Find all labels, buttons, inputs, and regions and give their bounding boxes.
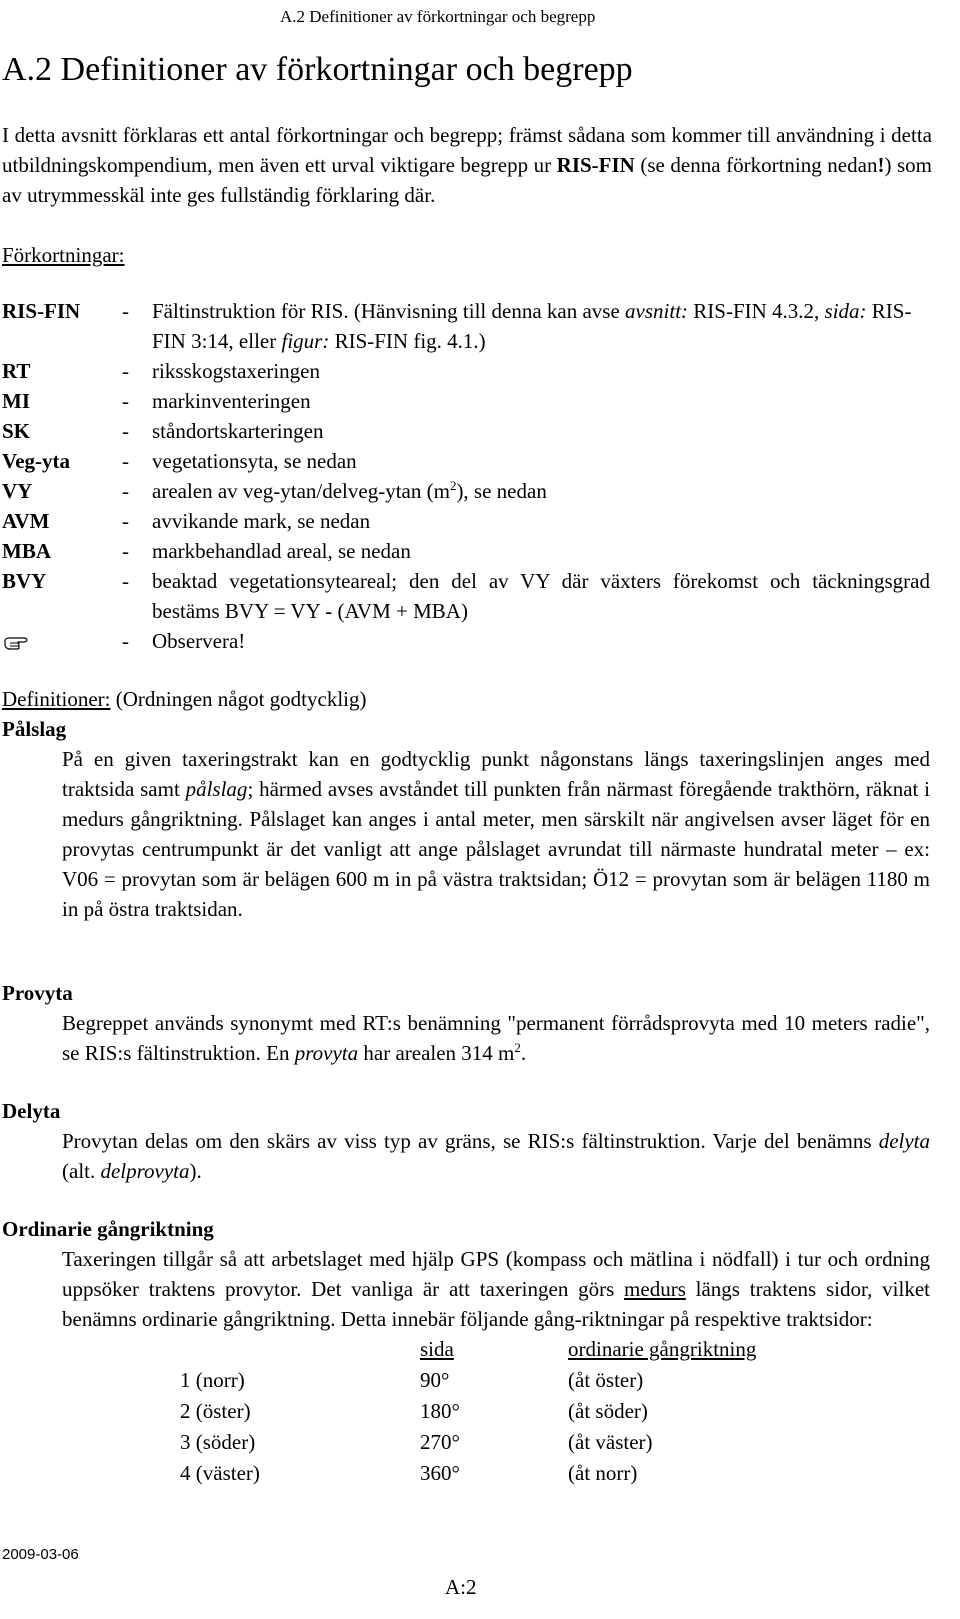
direction-degrees: 180° <box>420 1399 460 1423</box>
definition-text: På en given taxeringstrakt kan en godtycklig punkt någonstans längs taxeringslinjen anges med traktsida samt <box>62 747 930 801</box>
abbreviations-heading: Förkortningar: <box>2 243 125 267</box>
intro-risfin-term: RIS-FIN <box>556 153 635 177</box>
direction-row <box>0 1396 940 1426</box>
term-ordinarie-gangriktning: Ordinarie gångriktning <box>2 1217 214 1241</box>
abbr-desc-part: arealen av veg-ytan/delveg-ytan (m <box>152 479 450 503</box>
direction-side: 2 (öster) <box>180 1399 251 1423</box>
direction-row <box>0 1458 940 1488</box>
abbr-term: MBA <box>2 539 51 563</box>
definition-text: ). <box>189 1159 202 1183</box>
abbr-term: RIS-FIN <box>2 299 81 323</box>
definition-text: har arealen 314 m <box>358 1041 515 1065</box>
definition-ordinarie-gangriktning <box>62 1244 930 1334</box>
footer-date: 2009-03-06 <box>2 1546 79 1563</box>
abbr-desc-part: RIS-FIN 3:14, eller <box>152 299 912 353</box>
definition-italic: pålslag <box>185 777 248 801</box>
definition-provyta <box>62 1008 930 1068</box>
definition-italic: provyta <box>294 1041 359 1065</box>
abbr-desc-part: ), se nedan <box>456 479 547 503</box>
definition-palslag <box>62 744 930 924</box>
direction-heading: (åt väster) <box>568 1430 653 1454</box>
intro-text-2: (se denna förkortning nedan <box>634 153 878 177</box>
definition-text: Begreppet används synonymt med RT:s benämning "permanent förrådsprovyta med 10 meters radie", se RIS:s fältinstruktion. En <box>62 1011 930 1065</box>
abbr-desc: Observera! <box>152 629 246 653</box>
definition-delyta <box>62 1126 930 1186</box>
abbr-dash: - <box>122 299 129 323</box>
abbr-term: BVY <box>2 569 47 593</box>
direction-degrees: 360° <box>420 1461 460 1485</box>
abbr-desc: avvikande mark, se nedan <box>152 509 371 533</box>
definitions-heading-note: (Ordningen något godtycklig) <box>110 687 367 711</box>
direction-row <box>0 1365 940 1395</box>
abbr-term: AVM <box>2 509 50 533</box>
abbr-desc: vegetationsyta, se nedan <box>152 449 357 473</box>
abbr-desc: riksskogstaxeringen <box>152 359 320 383</box>
superscript: 2 <box>514 1040 521 1055</box>
abbr-desc: markinventeringen <box>152 389 311 413</box>
definition-italic: delyta <box>878 1129 930 1153</box>
abbr-dash: - <box>122 419 129 443</box>
direction-col-side: sida <box>420 1337 454 1361</box>
direction-heading: (åt söder) <box>568 1399 648 1423</box>
page-title: A.2 Definitioner av förkortningar och begrepp <box>2 51 633 88</box>
direction-degrees: 270° <box>420 1430 460 1454</box>
intro-exclamation: ! <box>877 153 885 177</box>
direction-side: 3 (söder) <box>180 1430 256 1454</box>
abbr-desc: markbehandlad areal, se nedan <box>152 539 411 563</box>
abbr-dash: - <box>122 359 129 383</box>
intro-paragraph <box>2 120 932 210</box>
definition-text: (alt. <box>62 1159 101 1183</box>
definition-italic: delprovyta <box>100 1159 190 1183</box>
abbr-desc-italic: sida: <box>824 299 867 323</box>
abbr-dash: - <box>122 539 129 563</box>
abbr-term: Veg-yta <box>2 449 71 473</box>
abbr-dash: - <box>122 509 129 533</box>
direction-degrees: 90° <box>420 1368 450 1392</box>
intro-text-1: I detta avsnitt förklaras ett antal förkortningar och begrepp; främst sådana som kommer till användning i detta utbildningskompendium, men även ett urval viktigare begrepp ur <box>2 123 932 177</box>
abbr-term: VY <box>2 479 33 503</box>
intro-text-3: ) som av utrymmesskäl inte ges fullständig förklaring där. <box>2 153 932 207</box>
direction-side: 4 (väster) <box>180 1461 260 1485</box>
abbr-term: RT <box>2 359 31 383</box>
abbr-dash: - <box>122 629 129 653</box>
abbr-dash: - <box>122 569 129 593</box>
abbr-desc-italic: avsnitt: <box>625 299 689 323</box>
definition-text: längs traktens sidor, vilket benämns ordinarie gångriktning. Detta innebär följande gång-riktningar på respektive traktsidor: <box>62 1277 930 1331</box>
abbr-dash: - <box>122 449 129 473</box>
definition-text: ; härmed avses avståndet till punkten från närmast föregående trakthörn, räknat i medurs gångriktning. Pålslaget kan anges i antal meter, men särskilt när angivelsen avser läget för en provytas centrumpunkt är det vanligt att ange pålslaget avrundat till närmaste hundratal meter – ex: V06 = provytan som är belägen 600 m in på västra traktsidan; Ö12 = provytan som är belägen 1180 m in på östra traktsidan. <box>62 777 930 921</box>
definition-underlined: medurs <box>624 1277 686 1301</box>
abbr-desc: ståndortskarteringen <box>152 419 324 443</box>
definition-text: . <box>520 1041 527 1065</box>
direction-col-direction: ordinarie gångriktning <box>568 1337 757 1361</box>
abbr-desc <box>152 296 930 356</box>
running-header: A.2 Definitioner av förkortningar och begrepp <box>280 7 596 26</box>
page-number: A:2 <box>445 1575 477 1599</box>
term-delyta: Delyta <box>2 1099 61 1123</box>
definition-text: Taxeringen tillgår så att arbetslaget med hjälp GPS (kompass och mätlina i nödfall) i tur och ordning uppsöker traktens provytor. Det vanliga är att taxeringen görs <box>62 1247 930 1301</box>
abbr-dash: - <box>122 479 129 503</box>
pointing-hand-icon <box>4 630 30 660</box>
abbr-desc-italic: figur: <box>281 329 330 353</box>
abbr-term: MI <box>2 389 30 413</box>
definition-text: Provytan delas om den skärs av viss typ av gräns, se RIS:s fältinstruktion. Varje del benämns <box>62 1129 879 1153</box>
direction-side: 1 (norr) <box>180 1368 245 1392</box>
direction-heading: (åt öster) <box>568 1368 644 1392</box>
term-provyta: Provyta <box>2 981 73 1005</box>
abbr-desc <box>152 476 930 506</box>
term-palslag: Pålslag <box>2 717 67 741</box>
abbr-term: SK <box>2 419 31 443</box>
definitions-heading-label: Definitioner: <box>2 687 111 711</box>
abbr-desc-part: Fältinstruktion för RIS. (Hänvisning till denna kan avse <box>152 299 626 323</box>
direction-heading: (åt norr) <box>568 1461 638 1485</box>
superscript: 2 <box>449 478 457 493</box>
definitions-heading <box>2 684 367 714</box>
abbr-dash: - <box>122 389 129 413</box>
abbr-desc-part: RIS-FIN 4.3.2, <box>688 299 825 323</box>
direction-row <box>0 1427 940 1457</box>
abbr-desc-part: RIS-FIN fig. 4.1.) <box>329 329 486 353</box>
abbr-desc: beaktad vegetationsyteareal; den del av VY där växters förekomst och täckningsgrad bestäms BVY = VY - (AVM + MBA) <box>152 569 930 623</box>
